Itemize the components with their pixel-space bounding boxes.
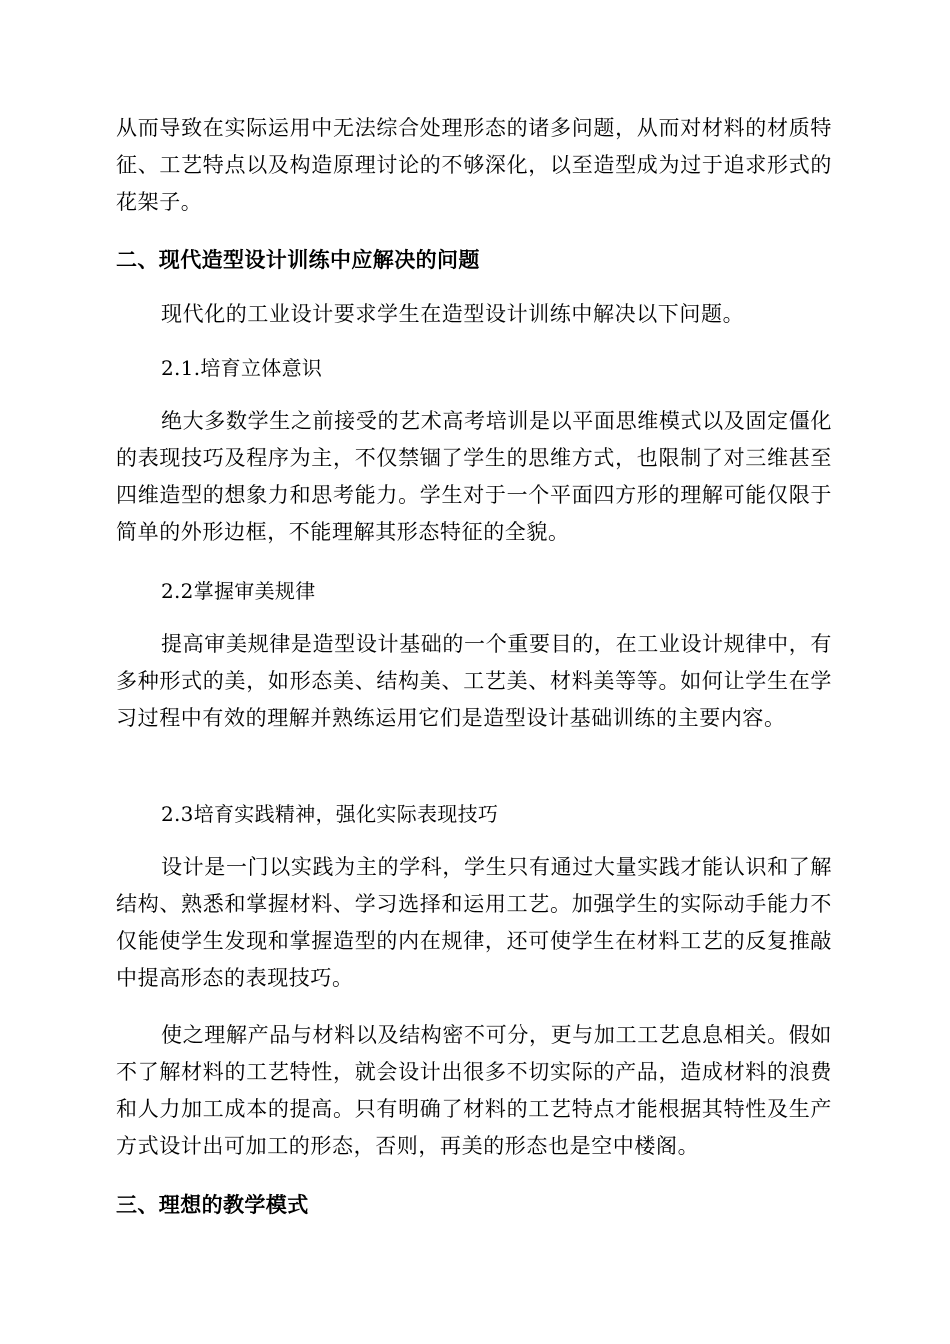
paragraph-2-1-body: 绝大多数学生之前接受的艺术高考培训是以平面思维模式以及固定僵化的表现技巧及程序为主，不仅禁锢了学生的思维方式，也限制了对三维甚至四维造型的想象力和思考能力。学生对于一个平面四方形的理解可能仅限于简单的外形边框，不能理解其形态特征的全貌。 [116, 409, 832, 544]
subheading-2-3: 2.3培育实践精神，强化实际表现技巧 [161, 802, 499, 826]
paragraph-2-3-body: 设计是一门以实践为主的学科，学生只有通过大量实践才能认识和了解结构、熟悉和掌握材料、学习选择和运用工艺。加强学生的实际动手能力不仅能使学生发现和掌握造型的内在规律，还可使学生在材料工艺的反复推敲中提高形态的表现技巧。 [116, 855, 832, 990]
subheading-2-2: 2.2掌握审美规律 [161, 579, 316, 603]
paragraph-2-3-continuation: 使之理解产品与材料以及结构密不可分，更与加工工艺息息相关。假如不了解材料的工艺特性，就会设计出很多不切实际的产品，造成材料的浪费和人力加工成本的提高。只有明确了材料的工艺特点才能根据其特性及生产方式设计出可加工的形态，否则，再美的形态也是空中楼阁。 [116, 1023, 832, 1158]
subheading-2-1: 2.1.培育立体意识 [161, 356, 323, 380]
paragraph-section-2-intro: 现代化的工业设计要求学生在造型设计训练中解决以下问题。 [161, 302, 745, 326]
paragraph-intro-continuation: 从而导致在实际运用中无法综合处理形态的诸多问题，从而对材料的材质特征、工艺特点以及构造原理讨论的不够深化，以至造型成为过于追求形式的花架子。 [116, 116, 832, 214]
section-heading-3: 三、理想的教学模式 [116, 1193, 309, 1217]
paragraph-2-2-body: 提高审美规律是造型设计基础的一个重要目的，在工业设计规律中，有多种形式的美，如形态美、结构美、工艺美、材料美等等。如何让学生在学习过程中有效的理解并熟练运用它们是造型设计基础训练的主要内容。 [116, 632, 832, 730]
section-heading-2: 二、现代造型设计训练中应解决的问题 [116, 248, 480, 272]
